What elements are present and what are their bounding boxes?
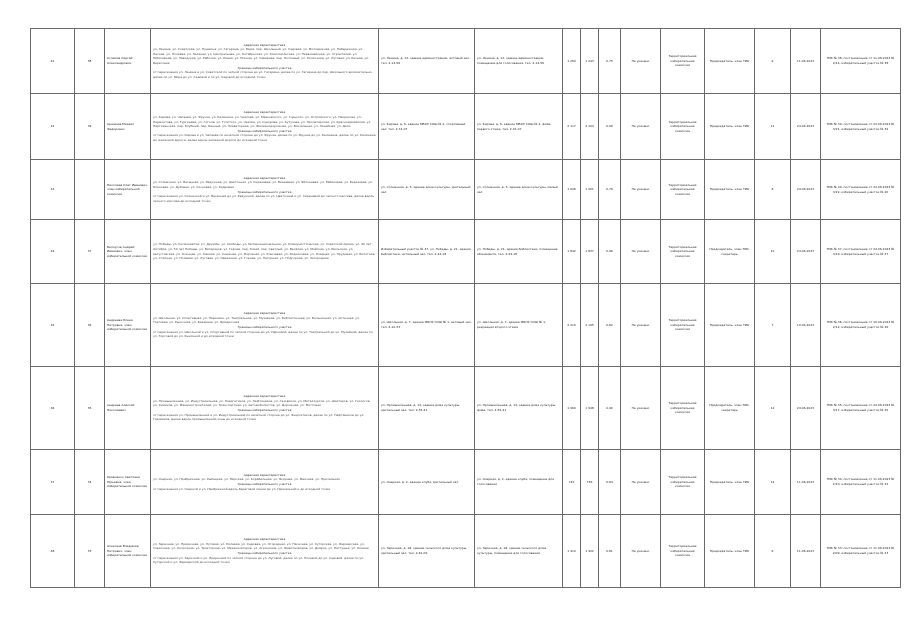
- row-status: Не указано: [621, 160, 661, 220]
- row-decision: ТИК № 36, постановление от 10.06.2023 № 2/12, избирательный участок № 36: [821, 284, 901, 367]
- row-address-2: ул. Промышленная, д. 14, здание дома культуры, фойе, тел. 2-55-41: [475, 367, 563, 450]
- row-voters-2: 1 837: [581, 220, 599, 284]
- row-roles: Председатель, член ТИК: [705, 515, 755, 588]
- row-address-1: ул. Озерная, д. 2, здание клуба, зрительный зал: [379, 450, 475, 515]
- row-decision: ТИК № 34, постановление от 11.06.2023 № 2/10, избирательный участок № 34: [821, 450, 901, 515]
- row-description: [151, 94, 379, 160]
- boundary-heading: Границы избирательного участка: [237, 325, 292, 329]
- boundary-text: от пересечения ул. Кирова и ул. Чапаева по нечетной стороне до ул. Фрунзе, далее по ул. Фрунзе до ул. Калинина, далее по ул. Калинина до железной дороги, далее вдоль железной дороги до исходной точки: [153, 133, 376, 142]
- row-description: [151, 515, 379, 588]
- row-voters-2: 1 001: [581, 160, 599, 220]
- table-row: [31, 515, 901, 588]
- boundary-text: от пересечения ул. Промышленной и ул. Индустриальной по нечетной стороне до ул. Энергетиков, далее по ул. Нефтяников до ул. Газовиков, далее вдоль промышленной зоны до исходной точки: [153, 412, 365, 422]
- row-address-2: ул. Кирова, д. 5, здание МБОУ СОШ № 2, фойе первого этажа, тел. 2-31-07: [475, 94, 563, 160]
- row-status: Не указано: [621, 450, 661, 515]
- row-address-1: ул. Ленина, д. 12, здание администрации, актовый зал, тел. 2-14-56: [379, 29, 475, 94]
- row-voters: 1 960: [563, 367, 581, 450]
- row-name: Аршинов Михаил Федорович: [105, 94, 151, 160]
- row-number: 46: [31, 367, 75, 450]
- table-row: [31, 284, 901, 367]
- row-description: [151, 450, 379, 515]
- row-roles: Председатель, член ТИК, секретарь: [705, 367, 755, 450]
- row-count: 12: [755, 367, 791, 450]
- row-decision: ТИК № 38, постановление от 11.06.2023 № 2/14, избирательный участок № 38: [821, 29, 901, 94]
- row-number: 48: [31, 515, 75, 588]
- row-decision: ТИК № 39, постановление от 24.06.2023 № 3/21, избирательный участок № 39: [821, 94, 901, 160]
- boundary-text: от пересечения ул. Ленина и ул. Советской по четной стороне до ул. Гагарина, далее по ул. Гагарина до пер. Школьного включительно, далее по ул. Мира до ул. Садовой и по ул. Садовой до исходной точки: [153, 70, 373, 79]
- row-voters-2: 1 402: [581, 515, 599, 588]
- row-commission: Территориальная избирательная комиссия: [661, 367, 705, 450]
- row-count: 7: [755, 284, 791, 367]
- row-code: 33: [75, 515, 105, 588]
- row-date: 24.06.2023: [791, 367, 821, 450]
- registry-table-body: [31, 29, 901, 588]
- row-decision: ТИК № 40, постановление от 24.06.2023 № 3/22, избирательный участок № 40: [821, 160, 901, 220]
- row-voters: 1 006: [563, 160, 581, 220]
- row-address-2: ул. Солнечная, д. 3, здание дома культуры, малый зал: [475, 160, 563, 220]
- description-heading: Адресная характеристика: [243, 311, 286, 316]
- row-address-2: ул. Заречная, д. 18, здание сельского дома культуры, помещение для голосования: [475, 515, 563, 588]
- row-number: 42: [31, 94, 75, 160]
- boundary-heading: Границы избирательного участка: [237, 408, 292, 412]
- row-roles: Председатель, член ТИК: [705, 450, 755, 515]
- row-address-2: ул. Озерная, д. 2, здание клуба, помещение для голосования: [475, 450, 563, 515]
- row-roles: Председатель, член ТИК: [705, 284, 755, 367]
- row-decision: ТИК № 33, постановление от 11.06.2023 № 2/09, избирательный участок № 33: [821, 515, 901, 588]
- row-ratio: 0,82: [599, 284, 621, 367]
- row-voters: 740: [563, 450, 581, 515]
- row-commission: Территориальная избирательная комиссия: [661, 284, 705, 367]
- row-commission: Территориальная избирательная комиссия: [661, 220, 705, 284]
- row-address-1: ул. Кирова, д. 5, здание МБОУ СОШ № 2, спортивный зал, тел. 2-31-07: [379, 94, 475, 160]
- row-code: 37: [75, 220, 105, 284]
- row-voters-2: 1 243: [581, 29, 599, 94]
- row-count: 14: [755, 450, 791, 515]
- description-heading: Адресная характеристика: [243, 110, 286, 115]
- row-address-2: ул. Школьная, д. 7, здание МБОУ СОШ № 1, рекреация второго этажа: [475, 284, 563, 367]
- row-date: 10.06.2023: [791, 284, 821, 367]
- boundary-text: от пересечения ул. Заречной и ул. Приречной по четной стороне до ул. Луговой, далее по ул. Полевой до ул. Садовой, далее по ул. Хуторской и ул. Фермерской до исходной точки: [153, 555, 365, 565]
- row-date: 11.06.2023: [791, 515, 821, 588]
- table-row: [31, 160, 901, 220]
- row-number: 47: [31, 450, 75, 515]
- row-status: Не указано: [621, 29, 661, 94]
- row-address-1: ул. Промышленная, д. 14, здание дома культуры, зрительный зал, тел. 2-55-41: [379, 367, 475, 450]
- description-text: ул. Победы, ул. Космонавтов, ул. Дружбы, ул. Свободы, ул. Интернациональная, ул. Коммунистическая, ул. Советской Армии, ул. 40 лет Октября, ул. 50 лет Победы, ул. Ветеранов, ул. Героев, пер. Тихий, пер. Светлый, ул. Весёлая, ул. Майская, ул. Июльская, ул. Августовская, ул. Осенняя, ул. Зимняя, ул. Снежная, ул. Морозная, ул. Ключевая, ул. Родниковая, ул. Озерная, ул. Прудовая, ул. Болотная, ул. Степная, ул. Полевая, ул. Луговая, ул. Овражная, ул. Горная, ул. Нагорная, ул. Подгорная, ул. Загородная: [153, 242, 376, 261]
- table-row: [31, 94, 901, 160]
- row-address-1: ул. Солнечная, д. 3, здание дома культуры, зрительный зал: [379, 160, 475, 220]
- row-roles: Председатель, член ТИК, секретарь: [705, 220, 755, 284]
- row-count: 8: [755, 160, 791, 220]
- registry-table: [30, 28, 901, 588]
- boundary-heading: Границы избирательного участка: [237, 189, 292, 194]
- boundary-text: от пересечения ул. Солнечной и ул. Весенней до ул. Радужной, далее по ул. Цветочной и ул. Сиреневой до лесного массива, далее вдоль лесного массива до исходной точки: [153, 194, 375, 203]
- row-name: Николаев Олег Иванович, член избирательной комиссии: [105, 160, 151, 220]
- boundary-heading: Границы избирательного участка: [237, 65, 292, 70]
- row-address-1: Избирательный участок № 37, ул. Победы, д. 21, здание библиотеки, читальный зал, тел. 2-44-18: [379, 220, 475, 284]
- row-date: 24.06.2023: [791, 94, 821, 160]
- description-text: ул. Промышленная, ул. Индустриальная, ул. Энергетиков, ул. Нефтяников, ул. Газовиков, ул. Металлургов, ул. Шахтеров, ул. Геологов, ул. Химиков, ул. Машиностроителей, ул. Транспортная, ул. Автомобилистов, ул. Дорожная, ул. Мостовая: [153, 398, 371, 408]
- row-roles: Председатель, член ТИК: [705, 160, 755, 220]
- row-commission: Территориальная избирательная комиссия: [661, 450, 705, 515]
- row-code: 39: [75, 94, 105, 160]
- row-address-1: ул. Школьная, д. 7, здание МБОУ СОШ № 1, актовый зал, тел. 2-10-33: [379, 284, 475, 367]
- row-name: Андреева Елена Петровна, член избирательной комиссии: [105, 284, 151, 367]
- row-name: Кравченко Светлана Юрьевна, член избирательной комиссии: [105, 450, 151, 515]
- row-decision: ТИК № 37, постановление от 24.06.2023 № 3/19, избирательный участок № 37: [821, 220, 901, 284]
- row-voters: 1 842: [563, 220, 581, 284]
- description-text: ул. Школьная, ул. Спортивная, ул. Парковая, ул. Театральная, ул. Музейная, ул. Библиотечная, ул. Больничная, ул. Аптечная, ул. Торговая, ул. Рыночная, ул. Базарная, ул. Ярмарочная: [153, 315, 360, 325]
- table-row: [31, 29, 901, 94]
- row-address-1: ул. Заречная, д. 18, здание сельского дома культуры, зрительный зал, тел. 2-61-09: [379, 515, 475, 588]
- table-row: [31, 450, 901, 515]
- table-row: [31, 220, 901, 284]
- row-date: 24.06.2023: [791, 220, 821, 284]
- row-commission: Территориальная избирательная комиссия: [661, 94, 705, 160]
- row-commission: Территориальная избирательная комиссия: [661, 515, 705, 588]
- row-status: Не указано: [621, 94, 661, 160]
- row-name: Андреев Алексей Николаевич: [105, 367, 151, 450]
- row-number: 43: [31, 160, 75, 220]
- description-heading: Адресная характеристика: [243, 175, 286, 180]
- row-ratio: 0,96: [599, 220, 621, 284]
- row-roles: Председатель, член ТИК: [705, 29, 755, 94]
- row-description: [151, 160, 379, 220]
- row-voters: 2 117: [563, 94, 581, 160]
- row-ratio: 0,90: [599, 367, 621, 450]
- row-voters-2: 2 195: [581, 284, 599, 367]
- row-address-2: ул. Ленина, д. 12, здание администрации, помещение для голосования, тел. 2-14-56: [475, 29, 563, 94]
- description-text: ул. Озерная, ул. Прибрежная, ул. Рыбацкая, ул. Морская, ул. Корабельная, ул. Якорная, ул. Маячная, ул. Причальная: [153, 477, 340, 482]
- row-description: [151, 29, 379, 94]
- row-description: [151, 284, 379, 367]
- row-code: 35: [75, 367, 105, 450]
- boundary-heading: Границы избирательного участка: [237, 551, 292, 555]
- row-name: Алексеев Владимир Петрович, член избирательной комиссии: [105, 515, 151, 588]
- row-ratio: 0,75: [599, 29, 621, 94]
- description-text: ул. Солнечная, ул. Весенняя, ул. Радужная, ул. Цветочная, ул. Сиреневая, ул. Вишневая, ул. Яблоневая, ул. Рябиновая, ул. Березовая, ул. Кленовая, ул. Дубовая, ул. Сосновая, ул. Кедровая: [153, 180, 373, 189]
- table-row: [31, 367, 901, 450]
- boundary-text: от пересечения ул. Озерной и ул. Прибрежной вдоль береговой линии до ул. Причальной и до исходной точки: [153, 486, 331, 491]
- description-text: ул. Кирова, ул. Чапаева, ул. Фрунзе, ул. Калинина, ул. Чкалова, ул. Маяковского, ул. Горького, ул. Островского, ул. Некрасова, ул. Лермонтова, ул. Тургенева, ул. Гоголя, ул. Толстого, ул. Чехова, ул. Суворова, ул. Кутузова, ул. Пролетарская, ул. Красноармейская, ул. Партизанская, пер. Клубный, пер. Банный, ул. Элеваторная, ул. Железнодорожная, ул. Вокзальная, ул. Линейная, ул. Депо: [153, 115, 372, 129]
- row-voters: 1 410: [563, 515, 581, 588]
- row-description: [151, 220, 379, 284]
- row-voters-2: 736: [581, 450, 599, 515]
- row-voters: 1 250: [563, 29, 581, 94]
- row-name: Асламов Сергей Александрович: [105, 29, 151, 94]
- row-voters: 2 210: [563, 284, 581, 367]
- row-commission: Территориальная избирательная комиссия: [661, 29, 705, 94]
- row-name: Белоусов Андрей Иванович, член избирательной комиссии: [105, 220, 151, 284]
- row-number: 44: [31, 220, 75, 284]
- description-heading: Адресная характеристика: [243, 394, 286, 399]
- row-date: 11.06.2023: [791, 29, 821, 94]
- row-commission: Территориальная избирательная комиссия: [661, 160, 705, 220]
- row-roles: Председатель, член ТИК: [705, 94, 755, 160]
- row-code: 34: [75, 450, 105, 515]
- description-heading: Адресная характеристика: [243, 537, 286, 542]
- boundary-heading: Границы избирательного участка: [237, 128, 292, 133]
- description-text: ул. Заречная, ул. Приречная, ул. Луговая, ул. Полевая, ул. Садовая, ул. Огородная, ул. Пасечная, ул. Хуторская, ул. Фермерская, ул. Совхозная, ул. Колхозная, ул. Тракторная, ул. Механизаторов, ул. Агрономов, ул. Животноводов, ул. Доярок, ул. Пастушья, ул. Конная: [153, 541, 369, 551]
- row-code: [75, 160, 105, 220]
- row-voters-2: 2 104: [581, 94, 599, 160]
- row-ratio: 0,99: [599, 94, 621, 160]
- row-status: Не указано: [621, 515, 661, 588]
- row-count: 6: [755, 515, 791, 588]
- row-ratio: 0,81: [599, 515, 621, 588]
- row-date: 24.06.2023: [791, 160, 821, 220]
- row-decision: ТИК № 35, постановление от 24.06.2023 № 3/17, избирательный участок № 35: [821, 367, 901, 450]
- row-code: 38: [75, 29, 105, 94]
- row-status: Не указано: [621, 367, 661, 450]
- row-ratio: 0,84: [599, 450, 621, 515]
- row-count: 11: [755, 94, 791, 160]
- boundary-text: от пересечения ул. Школьной и ул. Спортивной по четной стороне до ул. Парковой, далее по ул. Театральной до ул. Музейной, далее по ул. Торговой до ул. Рыночной и до исходной точки: [153, 329, 373, 339]
- row-date: 11.06.2023: [791, 450, 821, 515]
- boundary-heading: Границы избирательного участка: [237, 482, 292, 486]
- row-voters-2: 1 948: [581, 367, 599, 450]
- row-description: [151, 367, 379, 450]
- row-code: 36: [75, 284, 105, 367]
- row-address-2: ул. Победы, д. 21, здание библиотеки, помещение абонемента, тел. 2-44-18: [475, 220, 563, 284]
- row-number: 41: [31, 29, 75, 94]
- row-number: 45: [31, 284, 75, 367]
- description-text: ул. Ленина, ул. Советская, ул. Пушкина, ул. Гагарина, ул. Мира, пер. Школьный, ул. Садовая, ул. Молодежная, ул. Набережная, ул. Лесная, ул. Полевая, ул. Зеленая, ул. Центральная, ул. Октябрьская, ул. Комсомольская, ул. Первомайская, ул. Строителей, ул. Юбилейная, ул. Заводская, ул. Рабочая, ул. Новая, ул. Южная, ул. Северная, пер. Почтовый, ул. Колхозная, ул. Луговая, ул. Речная, ул. Береговая: [153, 47, 370, 65]
- row-count: 9: [755, 29, 791, 94]
- description-heading: Адресная характеристика: [243, 42, 286, 47]
- row-ratio: 0,76: [599, 160, 621, 220]
- description-heading: Адресная характеристика: [243, 472, 286, 477]
- row-count: 10: [755, 220, 791, 284]
- row-status: Не указано: [621, 284, 661, 367]
- row-status: Не указано: [621, 220, 661, 284]
